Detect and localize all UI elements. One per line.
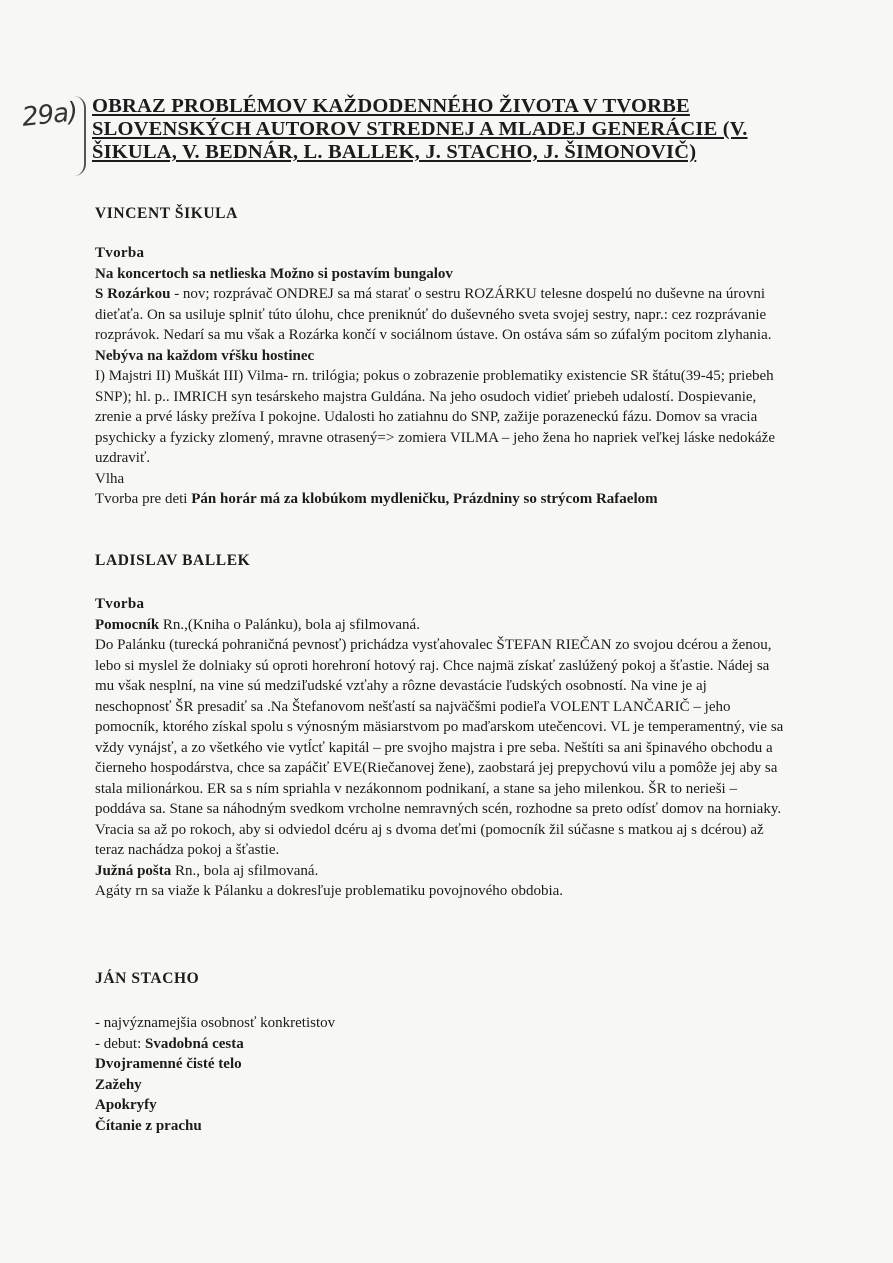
sikula-section [95,243,785,510]
work-title: Zažehy [95,1076,142,1093]
nebyva-paragraph: I) Majstri II) Muškát III) Vilma- rn. trilógia; pokus o zobrazenie problematiky existencie SR štátu(39-45; priebeh SNP); hl. p.. IMRICH syn tesárskeho majstra Guldána. Na jeho osudoch vidieť priebeh udalostí. Dospievanie, zrenie a prvé lásky prežíva I pokojne. Udalosti ho zatiahnu do SNP, zažije porazeneckú fázu. Domov sa vracia psychicky a fyzicky zlomený, mravne otrasený=> zomiera VILMA – jeho žena ho napriek veľkej láske nedokáže uzdraviť. [95,368,775,466]
work-title: Čítanie z prachu [95,1117,202,1134]
work-title: Južná pošta [95,862,172,879]
document-title: OBRAZ PROBLÉMOV KAŽDODENNÉHO ŽIVOTA V TVORBE SLOVENSKÝCH AUTOROV STREDNEJ A MLADEJ GENERÁCIE (V. ŠIKULA, V. BEDNÁR, L. BALLEK, J. STACHO, J. ŠIMONOVIČ) [92,95,748,163]
children-works-prefix: Tvorba pre deti [95,491,192,507]
work-title: Pomocník [95,616,160,633]
pomocnik-paragraph: Do Palánku (turecká pohraničná pevnosť) prichádza vysťahovalec ŠTEFAN RIEČAN zo svojou dcérou a ženou, lebo si myslel že dolniaky sú oproti horehroní hotový raj. Chce najmä získať zaslúžený pokoj a šťastie. Nádej sa mu však nesplní, na vine sú medziľudské vzťahy a rôzne devastácie ľudských osobností. Na vine je aj neschopnosť ŠR presadiť sa .Na Štefanovom nešťastí sa najväčšmi podieľa VOLENT LANČARIČ – jeho pomocník, ktorého získal spolu s výnosným mäsiarstvom po maďarskom utečencovi. VL je temperamentný, vie sa vždy vynájsť, a zo všetkého vie vytĺcť kapitál – pre svojho majstra i pre seba. Neštíti sa ani špinavého obchodu a čierneho hospodárstva, chce sa zapáčiť EVE(Riečanovej žene), zaobstará jej prepychovú vilu a pomôže jej aby sa stala milionárkou. ER sa s ním spriahla v nezákonnom podnikaní, a stane sa jeho milenkou. ŠR to nerieši – poddáva sa. Stane sa náhodným svedkom vrcholne nemravných scén, rozhodne sa preto odísť domov na horniaky. Vracia sa až po rokoch, aby si odviedol dcéru aj s dvoma deťmi (pomocník žil súčasne s matkou aj s dcérou) až teraz nachádza pokoj a šťastie. [95,637,784,858]
work-title: Nebýva na každom vŕšku hostinec [95,347,315,364]
stacho-line: - najvýznamejšia osobnosť konkretistov [95,1015,336,1031]
rozarka-paragraph [95,284,785,346]
tvorba-label: Tvorba [95,245,145,261]
debut-line [95,1034,785,1055]
stacho-section [95,1013,785,1136]
agaty-line: Agáty rn sa viaže k Pálanku a dokresľuje problematiku povojnového obdobia. [95,883,564,899]
work-title: Vlha [95,470,125,487]
work-title: S Rozárkou [95,286,171,302]
section-heading-ballek: LADISLAV BALLEK [95,552,251,569]
children-works: Pán horár má za klobúkom mydleničku, Prázdniny so strýcom Rafaelom [191,491,658,507]
works-line: Na koncertoch sa netlieska Možno si postavím bungalov [95,265,453,282]
ballek-section [95,594,785,902]
juzna-posta-line [95,861,785,882]
pomocnik-heading-line [95,615,785,636]
work-description: - nov; rozprávač ONDREJ sa má starať o sestru ROZÁRKU telesne dospelú no duševne na úrovni dieťaťa. On sa usiluje splniť túto úlohu, chce preniknúť do duševného sveta svojej sestry, napr.: cez rozprávanie rozprávok. Nedarí sa mu však a Rozárka končí v sociálnom ústave. On ostáva sám so zúfalým pocitom zlyhania. [95,286,772,343]
handwritten-bracket [74,96,86,176]
children-works-line [95,489,785,510]
work-subtitle: Rn., bola aj sfilmovaná. [171,862,319,879]
debut-prefix: - debut: [95,1035,145,1052]
tvorba-label: Tvorba [95,596,145,612]
handwritten-note: 29a) [20,97,79,133]
section-heading-sikula: VINCENT ŠIKULA [95,205,238,222]
work-title: Svadobná cesta [145,1035,244,1052]
work-title: Dvojramenné čisté telo [95,1056,242,1072]
section-heading-stacho: JÁN STACHO [95,970,200,987]
work-subtitle: Rn.,(Kniha o Palánku), bola aj sfilmovaná. [159,616,420,633]
work-title: Apokryfy [95,1097,157,1113]
